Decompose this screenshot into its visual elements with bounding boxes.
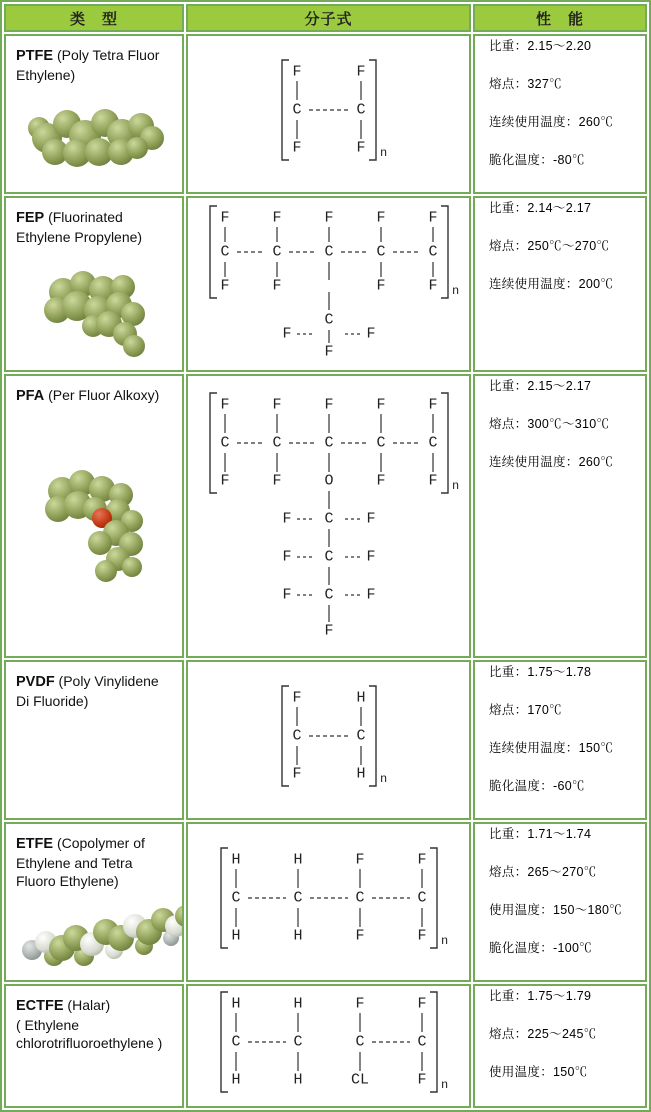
svg-text:C: C bbox=[323, 434, 334, 452]
formula-diagram-pfa bbox=[188, 376, 469, 656]
svg-text:n: n bbox=[451, 284, 459, 298]
svg-text:F: F bbox=[271, 472, 282, 490]
formula-cell-etfe bbox=[186, 822, 471, 982]
svg-text:F: F bbox=[291, 139, 302, 157]
property-line: 使用温度：150℃ bbox=[489, 1065, 588, 1079]
table-row-pvdf bbox=[4, 660, 647, 820]
svg-text:F: F bbox=[271, 209, 282, 227]
svg-text:C: C bbox=[354, 889, 365, 907]
svg-text:F: F bbox=[281, 325, 292, 343]
svg-text:F: F bbox=[427, 396, 438, 414]
svg-text:C: C bbox=[416, 1033, 427, 1051]
type-cell-pvdf bbox=[4, 660, 184, 820]
svg-text:F: F bbox=[416, 1071, 427, 1089]
svg-text:H: H bbox=[230, 927, 241, 945]
svg-text:H: H bbox=[355, 765, 366, 783]
svg-text:C: C bbox=[323, 243, 334, 261]
property-line: 比重：2.15～2.17 bbox=[489, 379, 592, 393]
table-row-ptfe bbox=[4, 34, 647, 194]
molecule-image-ptfe bbox=[25, 98, 165, 170]
property-line: 比重：1.75～1.79 bbox=[489, 989, 592, 1003]
svg-text:F: F bbox=[291, 765, 302, 783]
property-line: 脆化温度：-100℃ bbox=[489, 941, 593, 955]
property-line: 熔点：225～245℃ bbox=[489, 1027, 597, 1041]
svg-text:C: C bbox=[323, 548, 334, 566]
svg-text:n: n bbox=[440, 934, 448, 948]
svg-text:F: F bbox=[416, 995, 427, 1013]
polymer-name: PVDF (Poly Vinylidene Di Fluoride) bbox=[16, 673, 159, 709]
svg-text:F: F bbox=[375, 396, 386, 414]
polymer-name: PTFE (Poly Tetra Fluor Ethylene) bbox=[16, 47, 160, 83]
formula-cell-ptfe bbox=[186, 34, 471, 194]
formula-cell-pvdf bbox=[186, 660, 471, 820]
props-cell-pfa bbox=[473, 374, 647, 658]
svg-text:F: F bbox=[375, 277, 386, 295]
polymer-name: ETFE (Copolymer of Ethylene and Tetra Fluoro Ethylene) bbox=[16, 835, 145, 890]
property-line: 脆化温度：-60℃ bbox=[489, 779, 585, 793]
svg-text:C: C bbox=[323, 586, 334, 604]
svg-text:C: C bbox=[354, 1033, 365, 1051]
svg-text:H: H bbox=[292, 995, 303, 1013]
formula-diagram-ptfe bbox=[188, 36, 469, 192]
svg-text:C: C bbox=[291, 101, 302, 119]
props-cell-fep bbox=[473, 196, 647, 372]
svg-text:F: F bbox=[271, 277, 282, 295]
property-line: 比重：1.71～1.74 bbox=[489, 827, 592, 841]
svg-text:F: F bbox=[427, 472, 438, 490]
svg-text:C: C bbox=[219, 243, 230, 261]
svg-text:H: H bbox=[355, 689, 366, 707]
svg-text:F: F bbox=[355, 63, 366, 81]
props-cell-pvdf bbox=[473, 660, 647, 820]
svg-text:C: C bbox=[323, 311, 334, 329]
svg-text:C: C bbox=[427, 434, 438, 452]
property-line: 熔点：327℃ bbox=[489, 77, 562, 91]
svg-text:F: F bbox=[427, 277, 438, 295]
svg-text:F: F bbox=[375, 472, 386, 490]
table-row-pfa bbox=[4, 374, 647, 658]
type-cell-fep bbox=[4, 196, 184, 372]
svg-text:F: F bbox=[323, 622, 334, 640]
svg-text:F: F bbox=[416, 851, 427, 869]
svg-text:F: F bbox=[354, 927, 365, 945]
svg-text:O: O bbox=[323, 472, 334, 490]
property-line: 使用温度：150～180℃ bbox=[489, 903, 623, 917]
property-line: 连续使用温度：260℃ bbox=[489, 115, 614, 129]
svg-text:H: H bbox=[230, 1071, 241, 1089]
svg-text:C: C bbox=[323, 510, 334, 528]
svg-text:n: n bbox=[379, 146, 387, 160]
svg-text:F: F bbox=[427, 209, 438, 227]
property-line: 连续使用温度：260℃ bbox=[489, 455, 614, 469]
property-line: 连续使用温度：150℃ bbox=[489, 741, 614, 755]
property-line: 熔点：300℃～310℃ bbox=[489, 417, 610, 431]
svg-text:C: C bbox=[291, 727, 302, 745]
svg-text:C: C bbox=[292, 889, 303, 907]
svg-text:C: C bbox=[271, 434, 282, 452]
molecule-image-etfe bbox=[16, 896, 184, 966]
formula-diagram-fep bbox=[188, 198, 469, 370]
property-line: 比重：2.15～2.20 bbox=[489, 39, 592, 53]
svg-text:C: C bbox=[375, 243, 386, 261]
svg-text:C: C bbox=[355, 727, 366, 745]
header-type: 类 型 bbox=[4, 4, 184, 32]
molecule-image-pfa bbox=[38, 461, 153, 586]
svg-text:C: C bbox=[292, 1033, 303, 1051]
svg-text:F: F bbox=[291, 63, 302, 81]
svg-text:F: F bbox=[291, 689, 302, 707]
svg-text:F: F bbox=[219, 396, 230, 414]
svg-text:C: C bbox=[271, 243, 282, 261]
property-line: 熔点：265～270℃ bbox=[489, 865, 597, 879]
svg-text:H: H bbox=[292, 927, 303, 945]
svg-text:C: C bbox=[375, 434, 386, 452]
table-row-ectfe bbox=[4, 984, 647, 1108]
svg-text:F: F bbox=[323, 343, 334, 361]
svg-text:F: F bbox=[365, 510, 376, 528]
formula-cell-pfa bbox=[186, 374, 471, 658]
svg-text:n: n bbox=[451, 479, 459, 493]
svg-text:F: F bbox=[365, 548, 376, 566]
formula-cell-ectfe bbox=[186, 984, 471, 1108]
polymer-name-line2: ( Ethylene chlorotrifluoroethylene ) bbox=[16, 1016, 163, 1052]
svg-text:F: F bbox=[323, 396, 334, 414]
molecule-image-fep bbox=[35, 260, 155, 360]
type-cell-ectfe bbox=[4, 984, 184, 1108]
svg-text:C: C bbox=[355, 101, 366, 119]
header-row bbox=[4, 4, 647, 32]
polymer-name: FEP (Fluorinated Ethylene Propylene) bbox=[16, 209, 143, 245]
type-cell-etfe bbox=[4, 822, 184, 982]
type-cell-pfa bbox=[4, 374, 184, 658]
header-props: 性 能 bbox=[473, 4, 647, 32]
svg-text:F: F bbox=[281, 586, 292, 604]
svg-text:F: F bbox=[219, 472, 230, 490]
table-row-fep bbox=[4, 196, 647, 372]
formula-diagram-etfe bbox=[188, 824, 469, 980]
formula-cell-fep bbox=[186, 196, 471, 372]
formula-diagram-pvdf bbox=[188, 662, 469, 818]
formula-diagram-ectfe bbox=[188, 986, 469, 1106]
props-cell-ptfe bbox=[473, 34, 647, 194]
property-line: 脆化温度：-80℃ bbox=[489, 153, 585, 167]
svg-text:F: F bbox=[354, 995, 365, 1013]
svg-text:H: H bbox=[292, 1071, 303, 1089]
property-line: 比重：2.14～2.17 bbox=[489, 201, 592, 215]
property-line: 熔点：250℃～270℃ bbox=[489, 239, 610, 253]
svg-text:F: F bbox=[323, 209, 334, 227]
svg-text:n: n bbox=[440, 1078, 448, 1092]
svg-text:F: F bbox=[375, 209, 386, 227]
svg-text:C: C bbox=[230, 1033, 241, 1051]
svg-text:F: F bbox=[219, 209, 230, 227]
header-formula: 分子式 bbox=[186, 4, 471, 32]
svg-text:n: n bbox=[379, 772, 387, 786]
svg-text:F: F bbox=[281, 510, 292, 528]
svg-text:F: F bbox=[271, 396, 282, 414]
svg-text:H: H bbox=[230, 995, 241, 1013]
svg-text:F: F bbox=[365, 325, 376, 343]
svg-text:F: F bbox=[355, 139, 366, 157]
svg-text:F: F bbox=[365, 586, 376, 604]
svg-text:F: F bbox=[281, 548, 292, 566]
svg-text:C: C bbox=[230, 889, 241, 907]
props-cell-ectfe bbox=[473, 984, 647, 1108]
property-line: 比重：1.75～1.78 bbox=[489, 665, 592, 679]
svg-text:C: C bbox=[219, 434, 230, 452]
table-row-etfe bbox=[4, 822, 647, 982]
property-line: 熔点：170℃ bbox=[489, 703, 562, 717]
svg-text:F: F bbox=[354, 851, 365, 869]
svg-text:C: C bbox=[427, 243, 438, 261]
type-cell-ptfe bbox=[4, 34, 184, 194]
svg-text:F: F bbox=[219, 277, 230, 295]
svg-text:CL: CL bbox=[350, 1071, 369, 1089]
polymer-name: ECTFE (Halar) bbox=[16, 997, 111, 1014]
svg-text:H: H bbox=[292, 851, 303, 869]
svg-text:C: C bbox=[416, 889, 427, 907]
property-line: 连续使用温度：200℃ bbox=[489, 277, 614, 291]
svg-text:F: F bbox=[416, 927, 427, 945]
polymer-name: PFA (Per Fluor Alkoxy) bbox=[16, 387, 160, 404]
svg-text:H: H bbox=[230, 851, 241, 869]
props-cell-etfe bbox=[473, 822, 647, 982]
